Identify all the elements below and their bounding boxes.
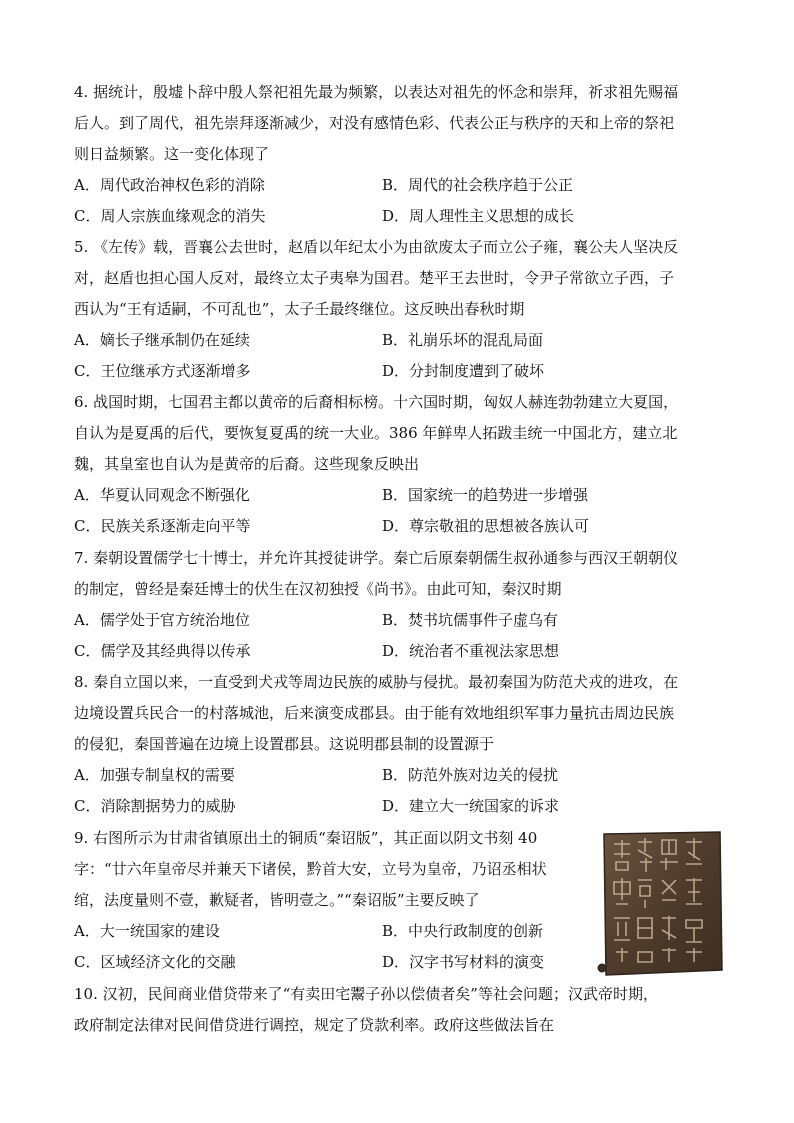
question-6 xyxy=(74,387,734,542)
question-text-line: 的侵犯，秦国普遍在边境上设置郡县。这说明郡县制的设置源于 xyxy=(74,735,495,753)
question-text-line: 边境设置兵民合一的村落城池，后来演变成郡县。由于能有效地组织军事力量抗击周边民族 xyxy=(74,704,675,722)
question-text-line: 对，赵盾也担心国人反对，最终立太子夷皋为国君。楚平王去世时，令尹子常欲立子西，子 xyxy=(74,269,675,287)
option-c[interactable]: C．民族关系逐渐走向平等 xyxy=(74,517,251,535)
options-row xyxy=(74,605,734,636)
question-text-line: 9. 右图所示为甘肃省镇原出土的铜质“秦诏版”，其正面以阴文书刻 40 xyxy=(74,829,538,847)
options-row xyxy=(74,170,734,201)
options-row xyxy=(74,480,734,511)
options-row xyxy=(74,791,734,822)
options-row xyxy=(74,356,734,387)
bronze-edict-plate-image xyxy=(596,830,727,980)
option-c[interactable]: C．消除割据势力的威胁 xyxy=(74,797,236,815)
question-text-line: 则日益频繁。这一变化体现了 xyxy=(74,145,270,163)
question-text-line: 6. 战国时期，七国君主都以黄帝的后裔相标榜。十六国时期，匈奴人赫连勃勃建立大夏国， xyxy=(74,393,679,411)
question-text-line: 4. 据统计，殷墟卜辞中殷人祭祀祖先最为频繁，以表达对祖先的怀念和崇拜，祈求祖先赐福 xyxy=(74,83,679,101)
option-c[interactable]: C．儒学及其经典得以传承 xyxy=(74,642,251,660)
option-d[interactable]: D．周人理性主义思想的成长 xyxy=(382,207,575,225)
options-row xyxy=(74,760,734,791)
question-text-line: 自认为是夏禹的后代，要恢复夏禹的统一大业。386 年鲜卑人拓跋圭统一中国北方，建立北 xyxy=(74,424,678,442)
option-b[interactable]: B．周代的社会秩序趋于公正 xyxy=(382,176,574,194)
option-d[interactable]: D．分封制度遭到了破坏 xyxy=(382,362,545,380)
question-text-line: 的制定，曾经是秦廷博士的伏生在汉初独授《尚书》。由此可知，秦汉时期 xyxy=(74,580,562,598)
question-text-line: 10. 汉初，民间商业借贷带来了“有卖田宅鬻子孙以偿债者矣”等社会问题；汉武帝时期， xyxy=(74,985,658,1003)
question-5 xyxy=(74,232,734,387)
option-a[interactable]: A．大一统国家的建设 xyxy=(74,922,220,940)
option-c[interactable]: C．区域经济文化的交融 xyxy=(74,953,236,971)
option-b[interactable]: B．焚书坑儒事件子虚乌有 xyxy=(382,611,559,629)
option-d[interactable]: D．建立大一统国家的诉求 xyxy=(382,797,560,815)
options-row xyxy=(74,916,594,947)
options-row xyxy=(74,947,594,978)
option-a[interactable]: A．周代政治神权色彩的消除 xyxy=(74,176,265,194)
question-text-line: 字：“廿六年皇帝尽并兼天下诸侯，黔首大安，立号为皇帝，乃诏丞相状 xyxy=(74,860,547,878)
option-a[interactable]: A．华夏认同观念不断强化 xyxy=(74,486,250,504)
option-c[interactable]: C．王位继承方式逐渐增多 xyxy=(74,362,251,380)
question-8 xyxy=(74,667,734,822)
question-text-line: 政府制定法律对民间借贷进行调控，规定了贷款利率。政府这些做法旨在 xyxy=(74,1016,555,1034)
question-text-line: 绾，法度量则不壹，歉疑者，皆明壹之。”“秦诏版”主要反映了 xyxy=(74,891,480,909)
question-4 xyxy=(74,77,734,232)
question-text-line: 后人。到了周代，祖先崇拜逐渐减少，对没有感情色彩、代表公正与秩序的天和上帝的祭祀 xyxy=(74,114,675,132)
option-b[interactable]: B．中央行政制度的创新 xyxy=(382,922,544,940)
options-row xyxy=(74,511,734,542)
option-a[interactable]: A．加强专制皇权的需要 xyxy=(74,766,235,784)
question-7 xyxy=(74,543,734,667)
options-row xyxy=(74,325,734,356)
option-b[interactable]: B．防范外族对边关的侵扰 xyxy=(382,766,559,784)
option-d[interactable]: D．汉字书写材料的演变 xyxy=(382,953,545,971)
question-text-line: 西认为“王有适嗣，不可乱也”，太子壬最终继位。这反映出春秋时期 xyxy=(74,300,525,318)
options-row xyxy=(74,201,734,232)
question-10 xyxy=(74,979,734,1041)
option-b[interactable]: B．国家统一的趋势进一步增强 xyxy=(382,486,589,504)
options-row xyxy=(74,636,734,667)
option-b[interactable]: B．礼崩乐坏的混乱局面 xyxy=(382,331,544,349)
question-text-line: 魏，其皇室也自认为是黄帝的后裔。这些现象反映出 xyxy=(74,455,420,473)
option-c[interactable]: C．周人宗族血缘观念的消失 xyxy=(74,207,266,225)
question-text-line: 8. 秦自立国以来，一直受到犬戎等周边民族的威胁与侵扰。最初秦国为防范犬戎的进攻，在 xyxy=(74,673,679,691)
question-text-line: 7. 秦朝设置儒学七十博士，并允许其授徒讲学。秦亡后原秦朝儒生叔孙通参与西汉王朝朝仪 xyxy=(74,549,679,567)
option-d[interactable]: D．统治者不重视法家思想 xyxy=(382,642,560,660)
option-d[interactable]: D．尊宗敬祖的思想被各族认可 xyxy=(382,517,590,535)
option-a[interactable]: A．儒学处于官方统治地位 xyxy=(74,611,250,629)
option-a[interactable]: A．嫡长子继承制仍在延续 xyxy=(74,331,250,349)
question-9 xyxy=(74,823,594,978)
question-text-line: 5. 《左传》载，晋襄公去世时，赵盾以年纪太小为由欲废太子而立公子雍，襄公夫人坚决反 xyxy=(74,238,679,256)
